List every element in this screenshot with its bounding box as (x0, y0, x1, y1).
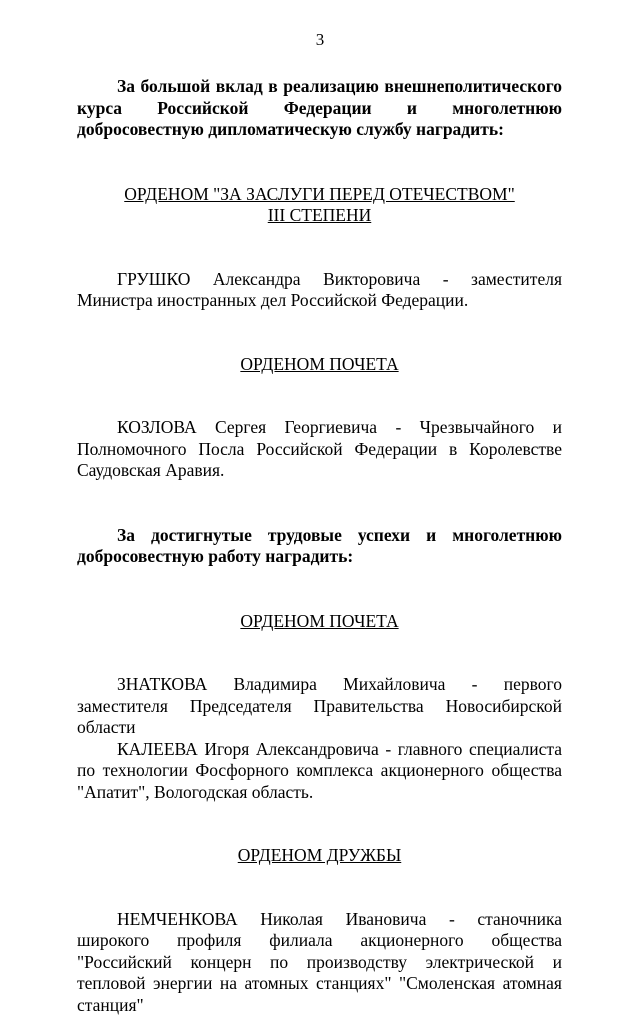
section-intro: За достигнутые трудовые успехи и многолетнюю добросовестную работу наградить: (77, 525, 562, 568)
award-title (77, 184, 562, 227)
award-title-line: ОРДЕНОМ ПОЧЕТА (77, 611, 562, 633)
award-title-line: III СТЕПЕНИ (77, 205, 562, 227)
awardee-entry: ЗНАТКОВА Владимира Михайловича - первого заместителя Председателя Правительства Новосибирской области (77, 674, 562, 739)
award-title (77, 611, 562, 633)
section-intro: За большой вклад в реализацию внешнеполитического курса Российской Федерации и многолетнюю добросовестную дипломатическую службу наградить: (77, 76, 562, 141)
award-title-line: ОРДЕНОМ ДРУЖБЫ (77, 845, 562, 867)
award-title (77, 845, 562, 867)
award-title-line: ОРДЕНОМ "ЗА ЗАСЛУГИ ПЕРЕД ОТЕЧЕСТВОМ" (77, 184, 562, 206)
award-title (77, 354, 562, 376)
award-title-line: ОРДЕНОМ ПОЧЕТА (77, 354, 562, 376)
awardee-entry: ГРУШКО Александра Викторовича - заместителя Министра иностранных дел Российской Федерации. (77, 269, 562, 312)
awardee-entry: НЕМЧЕНКОВА Николая Ивановича - станочника широкого профиля филиала акционерного общества "Российский концерн по производству электрической и тепловой энергии на атомных станциях" "Смоленская атомная станция" (77, 909, 562, 1016)
awardee-entry: КАЛЕЕВА Игоря Александровича - главного специалиста по технологии Фосфорного комплекса акционерного общества "Апатит", Вологодская область. (77, 739, 562, 804)
page-number: 3 (0, 30, 640, 50)
awardee-entry: КОЗЛОВА Сергея Георгиевича - Чрезвычайного и Полномочного Посла Российской Федерации в Королевстве Саудовская Аравия. (77, 417, 562, 482)
decree-body (77, 76, 562, 1016)
